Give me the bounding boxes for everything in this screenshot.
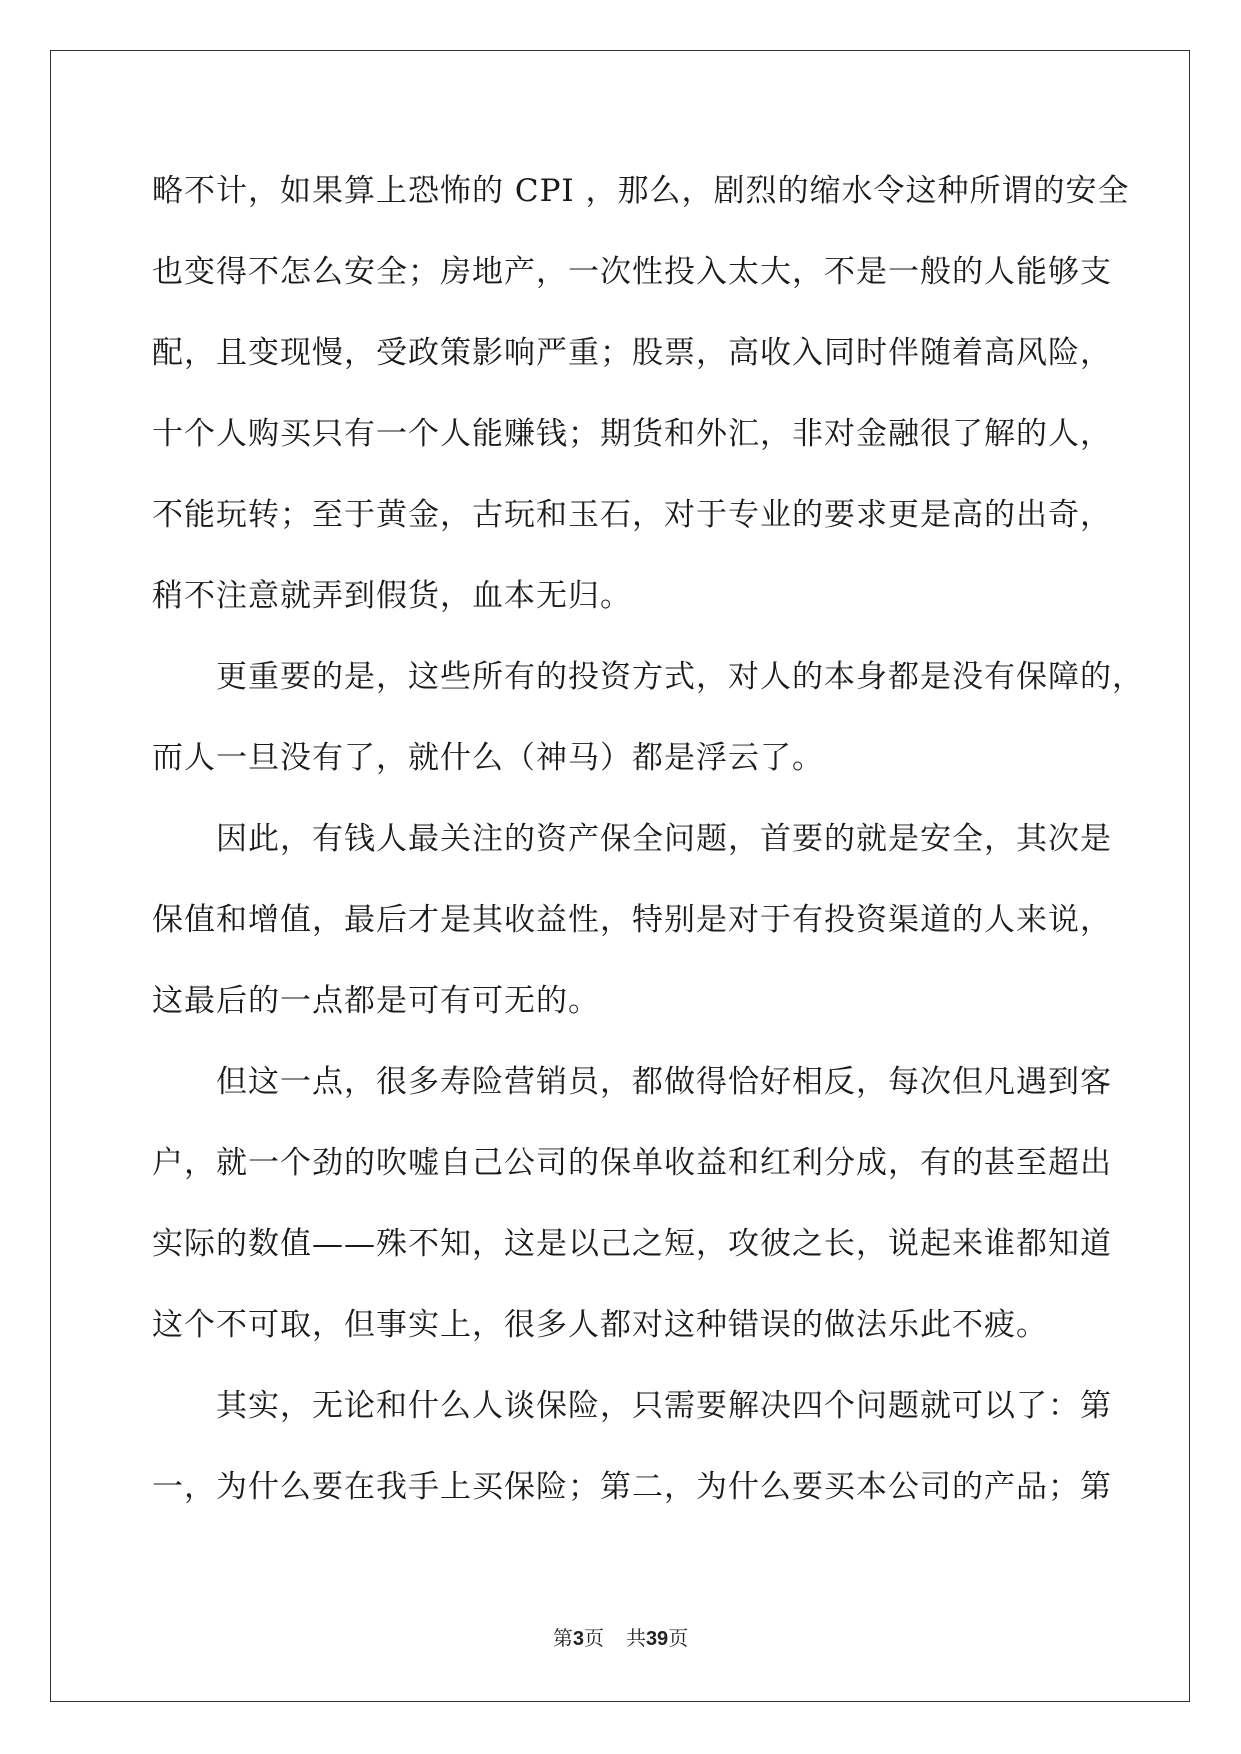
text-line: 户，就一个劲的吹嘘自己公司的保单收益和红利分成，有的甚至超出 <box>152 1145 1112 1181</box>
text-line: 配，且变现慢，受政策影响严重；股票，高收入同时伴随着高风险， <box>152 335 1112 371</box>
text-line: 实际的数值——殊不知，这是以己之短，攻彼之长，说起来谁都知道 <box>152 1226 1112 1262</box>
text-line: 其实，无论和什么人谈保险，只需要解决四个问题就可以了：第 <box>152 1388 1112 1424</box>
text-line: 也变得不怎么安全；房地产，一次性投入太大，不是一般的人能够支 <box>152 254 1112 290</box>
text-line: 稍不注意就弄到假货，血本无归。 <box>152 578 632 614</box>
page-footer <box>0 1622 1241 1651</box>
total-prefix: 共 <box>625 1626 646 1650</box>
total-suffix: 页 <box>668 1626 689 1650</box>
total-pages: 39 <box>645 1628 669 1650</box>
document-body <box>152 160 1144 1537</box>
text-line: 因此，有钱人最关注的资产保全问题，首要的就是安全，其次是 <box>152 821 1112 857</box>
page-suffix: 页 <box>583 1626 604 1650</box>
text-line: 一，为什么要在我手上买保险；第二，为什么要买本公司的产品；第 <box>152 1469 1112 1505</box>
text-line: 十个人购买只有一个人能赚钱；期货和外汇，非对金融很了解的人， <box>152 416 1112 452</box>
text-line: 但这一点，很多寿险营销员，都做得恰好相反，每次但凡遇到客 <box>152 1064 1112 1100</box>
text-line: 保值和增值，最后才是其收益性，特别是对于有投资渠道的人来说， <box>152 902 1112 938</box>
text-line: 不能玩转；至于黄金，古玩和玉石，对于专业的要求更是高的出奇， <box>152 497 1112 533</box>
text-line: 这个不可取，但事实上，很多人都对这种错误的做法乐此不疲。 <box>152 1307 1048 1343</box>
text-line: 略不计，如果算上恐怖的 CPI ，那么，剧烈的缩水令这种所谓的安全 <box>152 173 1130 209</box>
text-line: 这最后的一点都是可有可无的。 <box>152 983 600 1019</box>
page-number: 3 <box>572 1628 584 1650</box>
page-prefix: 第 <box>552 1626 573 1650</box>
text-line: 更重要的是，这些所有的投资方式，对人的本身都是没有保障的， <box>152 659 1144 695</box>
text-line: 而人一旦没有了，就什么（神马）都是浮云了。 <box>152 740 824 776</box>
